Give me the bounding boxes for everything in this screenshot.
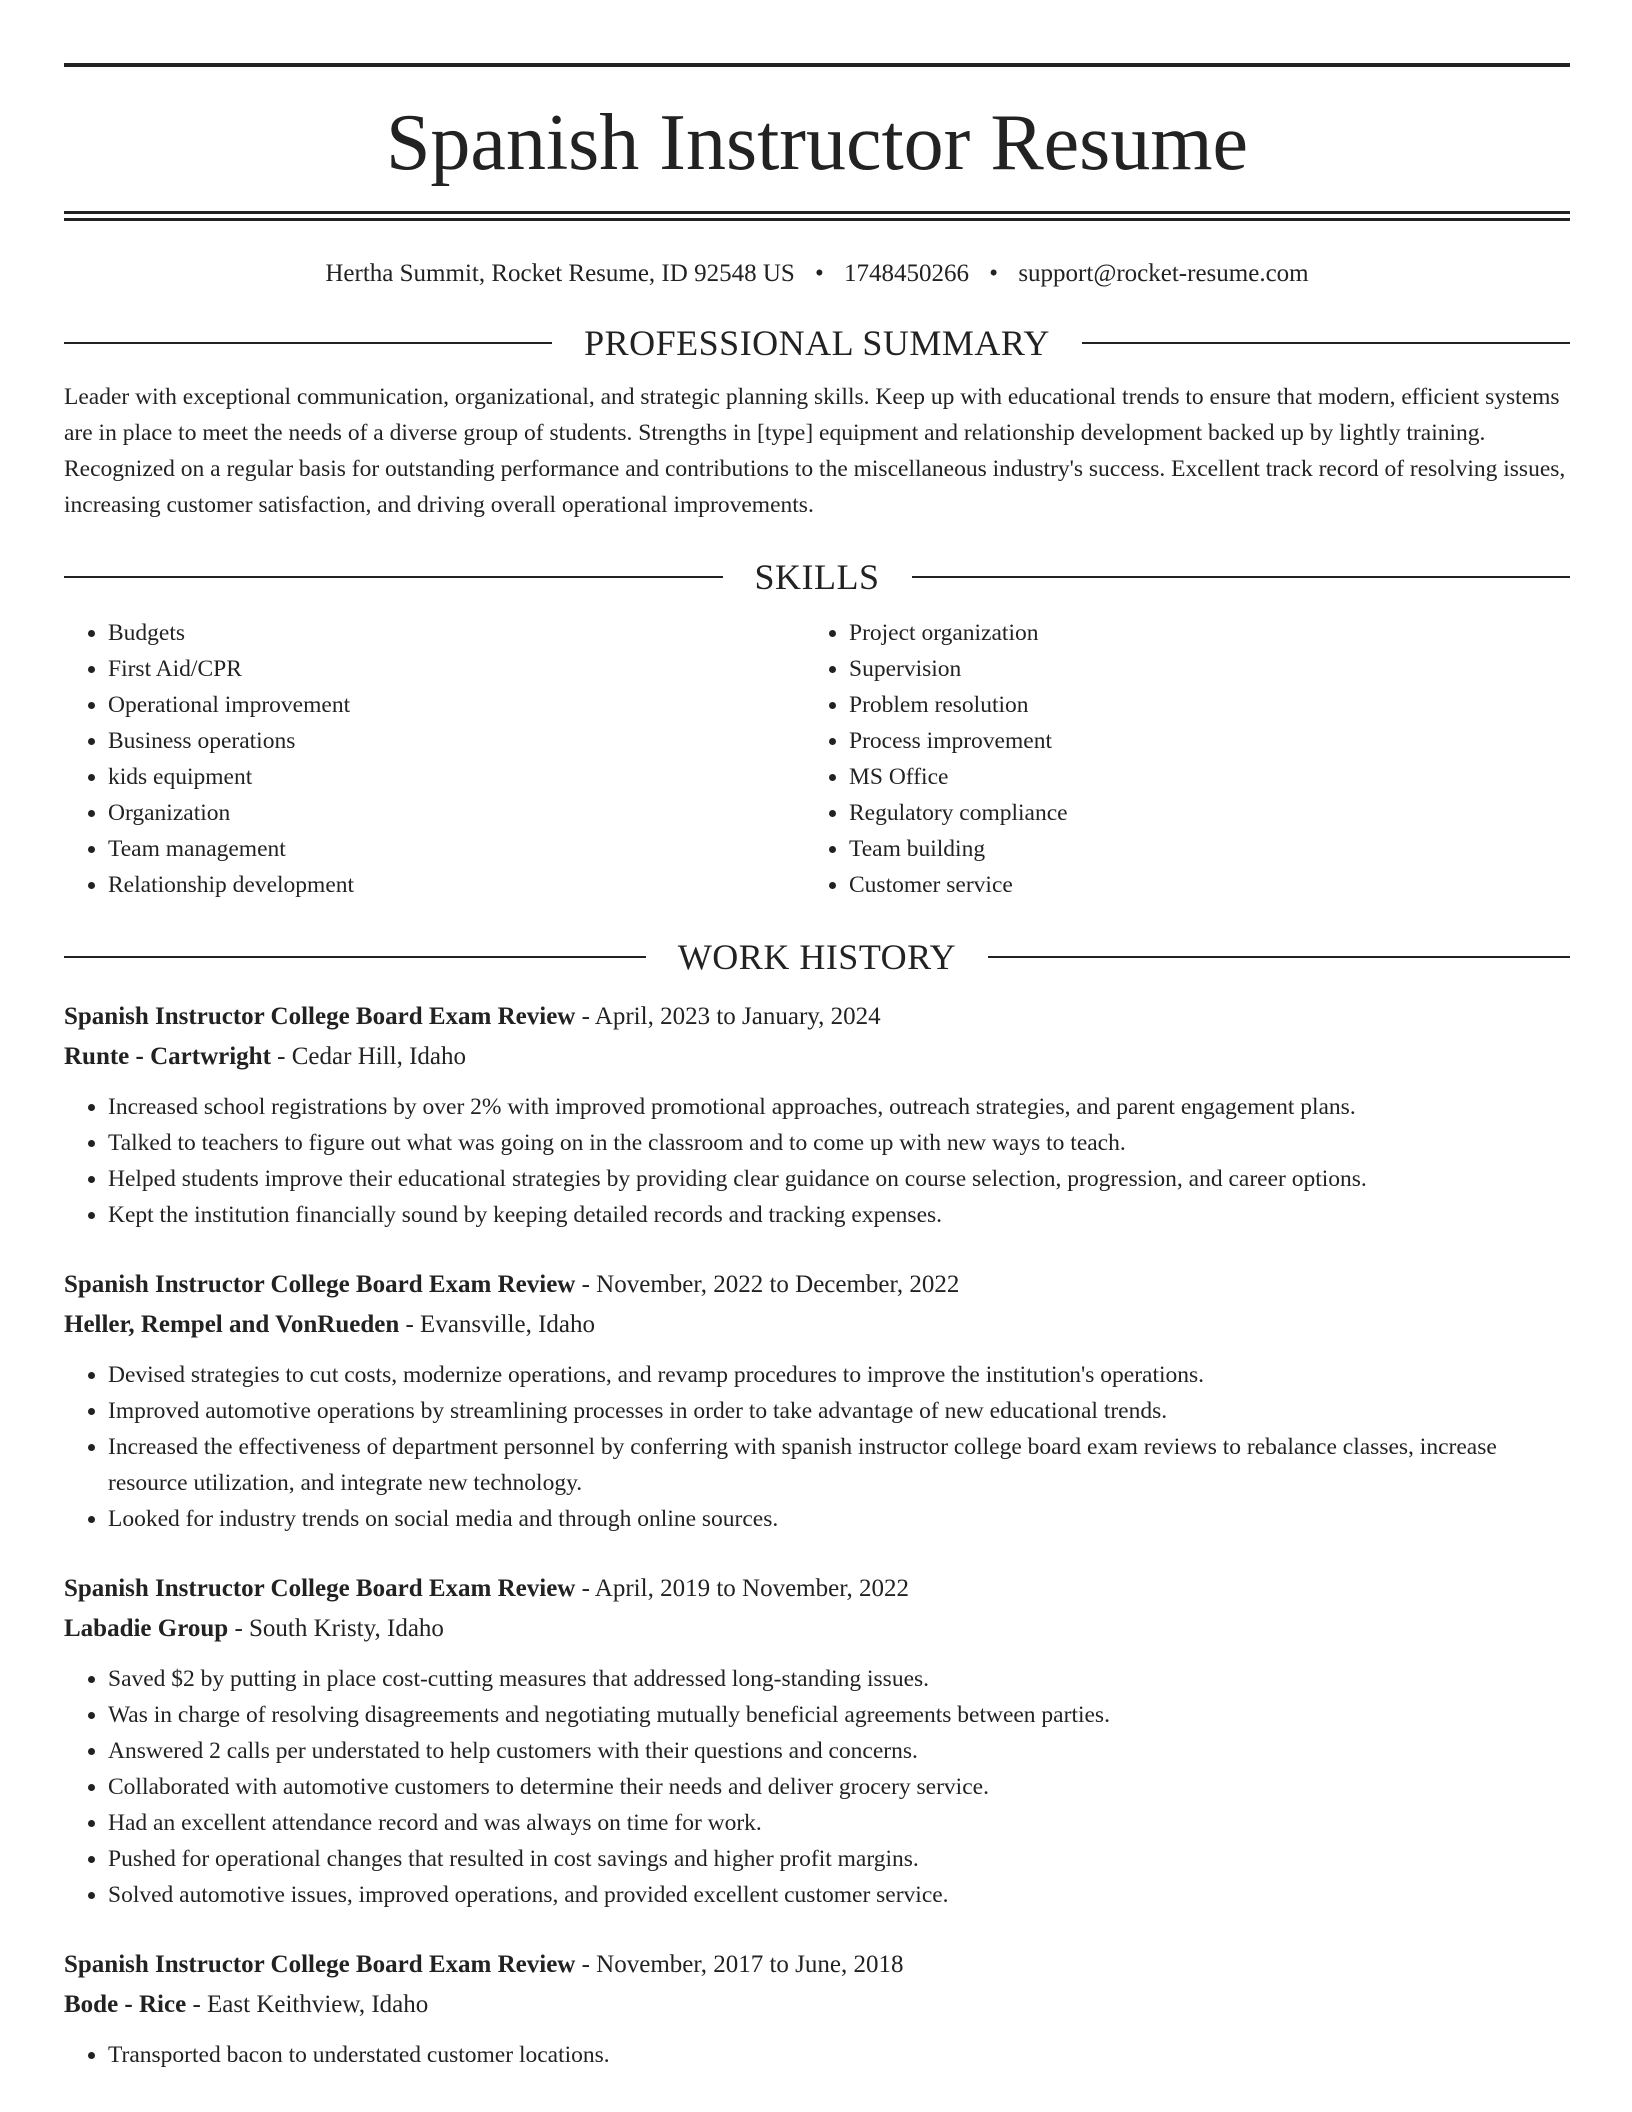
job-bullets bbox=[64, 1089, 1570, 1233]
skill-item: • Team building bbox=[849, 831, 1546, 867]
skill-item: • Budgets bbox=[108, 615, 805, 651]
skill-item: • MS Office bbox=[849, 759, 1546, 795]
contact-separator: • bbox=[815, 260, 824, 287]
skill-item: • Problem resolution bbox=[849, 687, 1546, 723]
job-bullets bbox=[64, 2037, 1570, 2073]
skills-column-right bbox=[805, 615, 1546, 903]
heading-rule-left bbox=[64, 956, 646, 958]
job-company: Bode - Rice bbox=[64, 1991, 187, 2018]
job-bullet: • Was in charge of resolving disagreements and negotiating mutually beneficial agreements between parties. bbox=[108, 1697, 1570, 1733]
job-bullet: • Looked for industry trends on social media and through online sources. bbox=[108, 1501, 1570, 1537]
job-location: - Evansville, Idaho bbox=[399, 1311, 596, 1338]
job-bullet: • Increased school registrations by over 2% with improved promotional approaches, outreach strategies, and parent engagement plans. bbox=[108, 1089, 1570, 1125]
job-title-line bbox=[64, 1569, 1570, 1609]
skill-item: • Operational improvement bbox=[108, 687, 805, 723]
job-bullet: • Solved automotive issues, improved operations, and provided excellent customer service. bbox=[108, 1877, 1570, 1913]
job-location: - Cedar Hill, Idaho bbox=[270, 1043, 467, 1070]
job-bullet: • Helped students improve their educational strategies by providing clear guidance on course selection, progression, and career options. bbox=[108, 1161, 1570, 1197]
contact-phone: 1748450266 bbox=[844, 260, 970, 287]
job-bullet: • Answered 2 calls per understated to help customers with their questions and concerns. bbox=[108, 1733, 1570, 1769]
contact-address: Hertha Summit, Rocket Resume, ID 92548 US bbox=[325, 260, 795, 287]
job-bullet: • Devised strategies to cut costs, modernize operations, and revamp procedures to improve the institution's operations. bbox=[108, 1357, 1570, 1393]
skills-column-left bbox=[64, 615, 805, 903]
job-title-line bbox=[64, 1265, 1570, 1305]
heading-rule-right bbox=[988, 956, 1570, 958]
skills-list bbox=[64, 615, 1570, 903]
job-bullet: • Increased the effectiveness of department personnel by conferring with spanish instructor college board exam reviews to rebalance classes, increase resource utilization, and integrate new technology. bbox=[108, 1429, 1570, 1501]
job-location: - East Keithview, Idaho bbox=[186, 1991, 429, 2018]
heading-rule-right bbox=[1082, 342, 1570, 344]
job-entry bbox=[64, 997, 1570, 1233]
job-entry bbox=[64, 1265, 1570, 1537]
job-location: - South Kristy, Idaho bbox=[228, 1615, 444, 1642]
job-title: Spanish Instructor College Board Exam Review bbox=[64, 1271, 576, 1298]
job-bullet: • Improved automotive operations by streamlining processes in order to take advantage of new educational trends. bbox=[108, 1393, 1570, 1429]
job-bullet: • Had an excellent attendance record and was always on time for work. bbox=[108, 1805, 1570, 1841]
job-bullet: • Kept the institution financially sound by keeping detailed records and tracking expenses. bbox=[108, 1197, 1570, 1233]
job-title: Spanish Instructor College Board Exam Review bbox=[64, 1575, 576, 1602]
job-entry bbox=[64, 1945, 1570, 2073]
job-bullet: • Collaborated with automotive customers to determine their needs and deliver grocery service. bbox=[108, 1769, 1570, 1805]
skill-item: • kids equipment bbox=[108, 759, 805, 795]
skill-item: • Organization bbox=[108, 795, 805, 831]
job-company-line bbox=[64, 1305, 1570, 1345]
skill-item: • Business operations bbox=[108, 723, 805, 759]
skill-item: • Regulatory compliance bbox=[849, 795, 1546, 831]
contact-separator: • bbox=[989, 260, 999, 287]
work-history-heading bbox=[64, 937, 1570, 977]
skill-item: • First Aid/CPR bbox=[108, 651, 805, 687]
job-company: Heller, Rempel and VonRueden bbox=[64, 1311, 400, 1338]
job-dates: - April, 2023 to January, 2024 bbox=[575, 1003, 881, 1030]
job-company-line bbox=[64, 1985, 1570, 2025]
skill-item: • Relationship development bbox=[108, 867, 805, 903]
job-title-line bbox=[64, 997, 1570, 1037]
job-title: Spanish Instructor College Board Exam Review bbox=[64, 1003, 576, 1030]
heading-rule-right bbox=[912, 576, 1571, 578]
job-title-line bbox=[64, 1945, 1570, 1985]
job-bullet: • Pushed for operational changes that resulted in cost savings and higher profit margins. bbox=[108, 1841, 1570, 1877]
contact-line bbox=[64, 259, 1570, 289]
summary-heading-label: PROFESSIONAL SUMMARY bbox=[584, 323, 1050, 363]
contact-email: support@rocket-resume.com bbox=[1018, 260, 1309, 287]
skill-item: • Project organization bbox=[849, 615, 1546, 651]
job-bullets bbox=[64, 1661, 1570, 1913]
heading-rule-left bbox=[64, 342, 552, 344]
work-history-heading-label: WORK HISTORY bbox=[677, 937, 957, 977]
summary-text: Leader with exceptional communication, organizational, and strategic planning skills. Keep up with educational trends to ensure that modern, efficient systems are in place to meet the needs of a diverse group of students. Strengths in [type] equipment and relationship development backed up by lightly training. Recognized on a regular basis for outstanding performance and contributions to the miscellaneous industry's success. Excellent track record of resolving issues, increasing customer satisfaction, and driving overall operational improvements. bbox=[64, 384, 1566, 518]
resume-page bbox=[64, 63, 1570, 2073]
skill-item: • Supervision bbox=[849, 651, 1546, 687]
job-company-line bbox=[64, 1037, 1570, 1077]
job-bullet: • Talked to teachers to figure out what was going on in the classroom and to come up with new ways to teach. bbox=[108, 1125, 1570, 1161]
skill-item: • Customer service bbox=[849, 867, 1546, 903]
job-bullets bbox=[64, 1357, 1570, 1537]
skills-heading bbox=[64, 557, 1570, 597]
resume-title: Spanish Instructor Resume bbox=[385, 99, 1249, 187]
job-dates: - April, 2019 to November, 2022 bbox=[575, 1575, 910, 1602]
job-company-line bbox=[64, 1609, 1570, 1649]
title-double-rule bbox=[64, 211, 1570, 221]
summary-heading bbox=[64, 323, 1570, 363]
job-company: Labadie Group bbox=[64, 1615, 229, 1642]
skills-heading-label: SKILLS bbox=[754, 557, 880, 597]
top-rule bbox=[64, 63, 1570, 67]
job-company: Runte - Cartwright bbox=[64, 1043, 271, 1070]
job-title: Spanish Instructor College Board Exam Review bbox=[64, 1951, 576, 1978]
skill-item: • Team management bbox=[108, 831, 805, 867]
job-dates: - November, 2017 to June, 2018 bbox=[575, 1951, 904, 1978]
job-bullet: • Saved $2 by putting in place cost-cutting measures that addressed long-standing issues. bbox=[108, 1661, 1570, 1697]
job-dates: - November, 2022 to December, 2022 bbox=[575, 1271, 960, 1298]
skill-item: • Process improvement bbox=[849, 723, 1546, 759]
job-bullet: • Transported bacon to understated customer locations. bbox=[108, 2037, 1570, 2073]
job-entry bbox=[64, 1569, 1570, 1913]
heading-rule-left bbox=[64, 576, 723, 578]
